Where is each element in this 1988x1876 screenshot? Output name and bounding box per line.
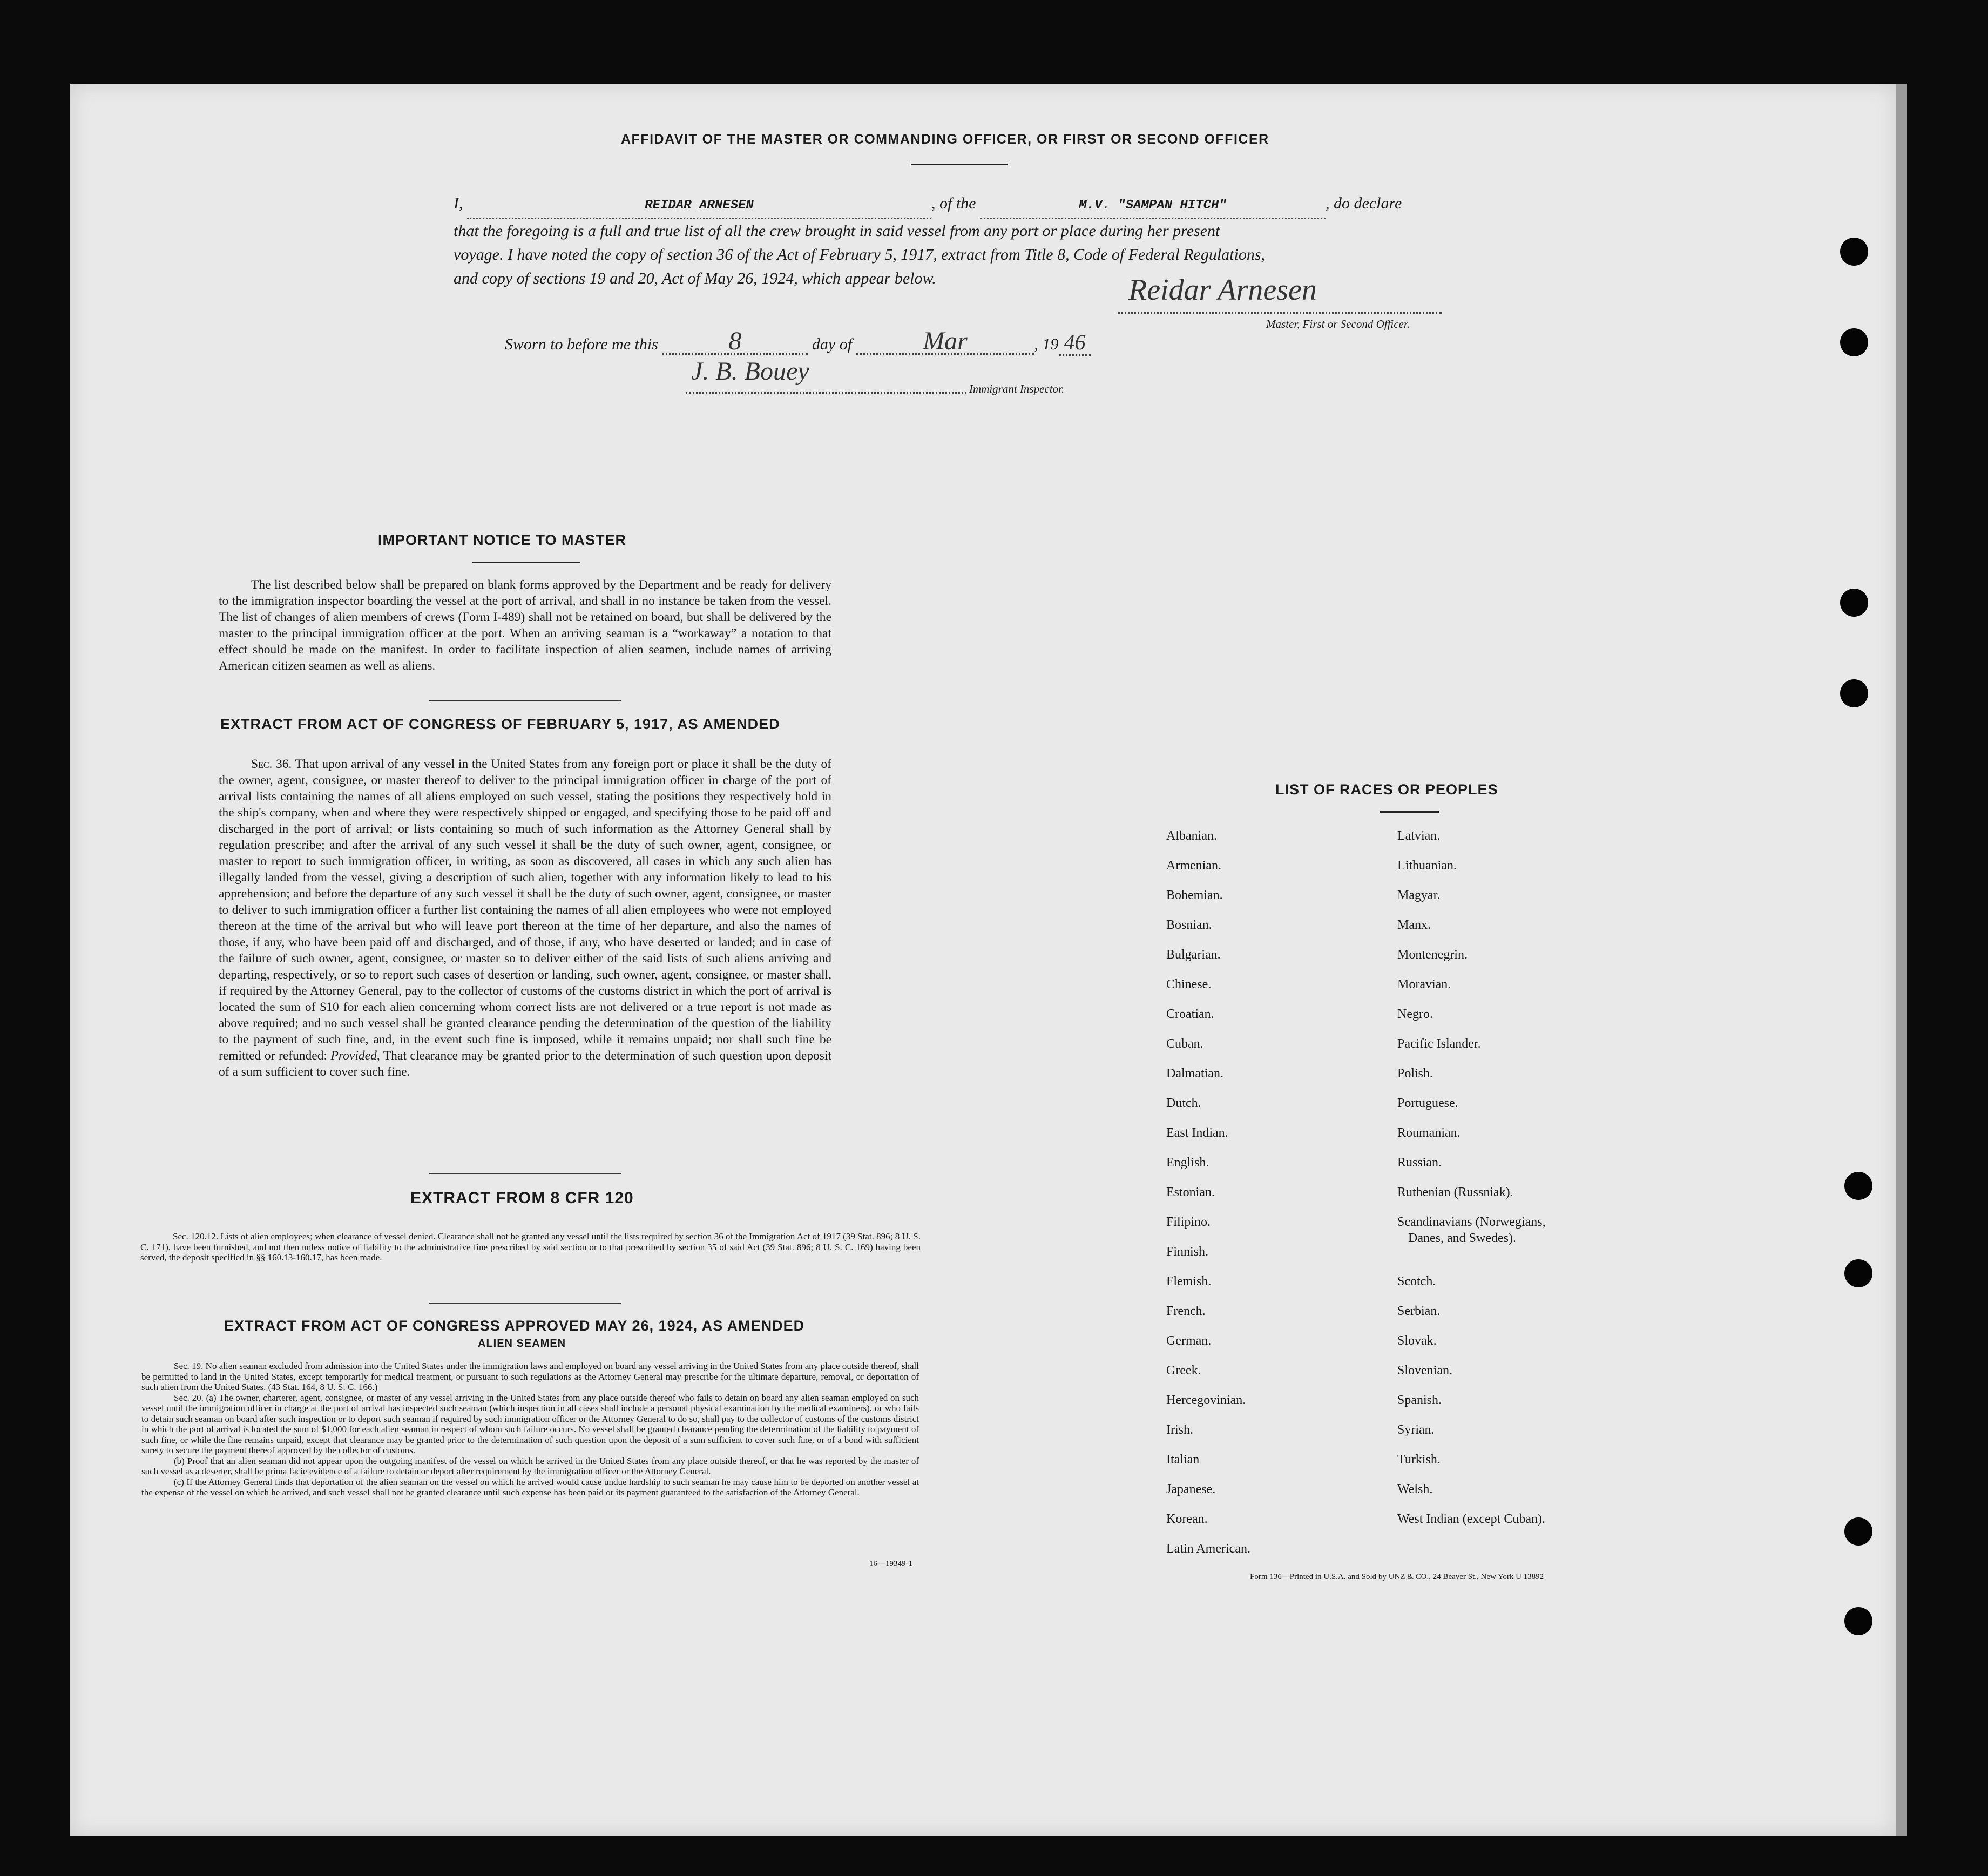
extract-1924-body xyxy=(141,1361,919,1498)
vessel-name-field xyxy=(980,194,1326,219)
punch-hole xyxy=(1840,589,1868,617)
sec36-text: That upon arrival of any vessel in the United States from any foreign port or place it shall be the duty of the owner, agent, consignee, or master thereof to deliver to the principal immigration officer in charge of the port of arrival lists containing the names of all aliens employed on such vessel, stating the positions they respectively hold in the ship's company, when and where they were respectively shipped or engaged, and specifying those to be paid off and discharged in the port of arrival; or lists containing so much of such information as the Attorney General shall by regulation prescribe; and after the arrival of any such vessel it shall be the duty of such owner, agent, consignee, or master to report to such immigration officer, in writing, as soon as discovered, all cases in which any such alien has illegally landed from the vessel, giving a description of such alien, together with any information likely to lead to his apprehension; and before the departure of any such vessel it shall be the duty of such owner, agent, consignee, or master to deliver to such immigration officer a further list containing the names of all alien employees who were not employed thereon at the time of the arrival but who will leave port thereon at the time of her departure, and also the names of those, if any, who have been paid off and discharged, and of those, if any, who have deserted or landed; and in case of the failure of such owner, agent, consignee, or master so to deliver either of the said lists of such aliens arriving and departing, respectively, or so to report such cases of desertion or landing, such owner, agent, consignee, or master shall, if required by the Attorney General, pay to the collector of customs of the customs district in which the port of arrival is located the sum of $10 for each alien concerning whom correct lists are not delivered or a true report is not made as above required; and no such vessel shall be granted clearance pending the determination of the question of the liability to the payment of such fine, and, in the event such fine is imposed, while it remains unpaid; nor shall such fine be remitted or refunded: xyxy=(219,757,831,1063)
race-item: Italian xyxy=(1166,1453,1200,1467)
race-item: Danes, and Swedes). xyxy=(1408,1231,1516,1245)
race-item: Scandinavians (Norwegians, xyxy=(1397,1215,1546,1229)
race-item: Irish. xyxy=(1166,1423,1193,1437)
race-item: Chinese. xyxy=(1166,977,1212,991)
extract-1917-heading: EXTRACT FROM ACT OF CONGRESS OF FEBRUARY 5, 1917, AS AMENDED xyxy=(220,716,780,732)
of-the-label: , of the xyxy=(931,194,976,212)
i-label: I, xyxy=(454,194,463,212)
inspector-signature-line xyxy=(686,392,966,394)
race-item: Moravian. xyxy=(1397,977,1451,991)
race-item: Armenian. xyxy=(1166,859,1221,873)
statement-line-4: and copy of sections 19 and 20, Act of May 26, 1924, which appear below. xyxy=(454,269,936,287)
title-underline xyxy=(911,164,1008,165)
race-item: Montenegrin. xyxy=(1397,948,1468,962)
notice-heading: IMPORTANT NOTICE TO MASTER xyxy=(378,532,626,548)
notice-body xyxy=(219,577,831,674)
month-value: Mar xyxy=(923,327,968,355)
master-signature: Reidar Arnesen xyxy=(1128,273,1317,307)
page-edge xyxy=(1896,84,1907,1836)
race-item: Cuban. xyxy=(1166,1037,1203,1051)
vessel-name: M.V. "SAMPAN HITCH" xyxy=(1079,198,1227,213)
master-caption: Master, First or Second Officer. xyxy=(1266,318,1410,330)
race-item: Turkish. xyxy=(1397,1453,1441,1467)
race-item: Polish. xyxy=(1397,1067,1433,1081)
race-item: Scotch. xyxy=(1397,1274,1436,1288)
proviso-label: Provided, xyxy=(330,1049,380,1063)
divider xyxy=(429,1303,621,1304)
race-item: East Indian. xyxy=(1166,1126,1228,1140)
race-item: Finnish. xyxy=(1166,1245,1209,1259)
race-item: Filipino. xyxy=(1166,1215,1211,1229)
cfr-body xyxy=(140,1231,921,1263)
race-item: Lithuanian. xyxy=(1397,859,1457,873)
race-item: Dutch. xyxy=(1166,1096,1201,1110)
master-name: REIDAR ARNESEN xyxy=(645,198,754,213)
statement-line-3: voyage. I have noted the copy of section 36 of the Act of February 5, 1917, extract from Title 8, Code of Federal Regulations, xyxy=(454,246,1266,264)
sec36-label: Sec. 36. xyxy=(251,757,292,771)
race-item: West Indian (except Cuban). xyxy=(1397,1512,1545,1526)
race-item: Slovenian. xyxy=(1397,1364,1452,1378)
punch-hole xyxy=(1844,1172,1872,1200)
sec19-text: Sec. 19. No alien seaman excluded from admission into the United States under the immigration laws and employed on board any vessel arriving in the United States from any place outside thereof, shall be permitted to land in the United States, except temporarily for medical treatment, or pursuant to such regulations as the Attorney General may prescribe for the ultimate departure, removal, or deportation of such alien from the United States. (43 Stat. 164, 8 U. S. C. 166.) xyxy=(141,1361,919,1392)
punch-hole xyxy=(1844,1607,1872,1635)
race-item: French. xyxy=(1166,1304,1206,1318)
sec20c-text: (c) If the Attorney General finds that deportation of the alien seaman on the vessel on which he arrived would cause undue hardship to such seaman he may cause him to be deported on another vessel at the expense of the vessel on which he arrived, and such vessel shall not be granted clearance until such expense has been paid or its payment guaranteed to the satisfaction of the Attorney General. xyxy=(141,1476,919,1497)
notice-underline xyxy=(472,562,580,563)
divider xyxy=(429,700,621,701)
day-field xyxy=(662,329,808,355)
race-item: Russian. xyxy=(1397,1156,1442,1170)
race-item: Negro. xyxy=(1397,1007,1433,1021)
cfr-heading: EXTRACT FROM 8 CFR 120 xyxy=(410,1189,634,1207)
race-item: Latvian. xyxy=(1397,829,1441,843)
sworn-label: Sworn to before me this xyxy=(505,335,658,353)
punch-hole xyxy=(1840,679,1868,707)
races-left-column xyxy=(1166,829,1393,1571)
divider xyxy=(429,1173,621,1174)
inspector-caption: Immigrant Inspector. xyxy=(969,382,1065,395)
sec20b-text: (b) Proof that an alien seaman did not appear upon the outgoing manifest of the vessel on which he arrived in the United States from any place outside thereof, or that he was reported by the master of such vessel as a deserter, shall be prima facie evidence of a failure to detain or deport after requirement by the immigration officer or the Attorney General. xyxy=(141,1455,919,1476)
race-item: Welsh. xyxy=(1397,1482,1433,1496)
print-code: 16—19349-1 xyxy=(869,1560,912,1568)
race-item: Bosnian. xyxy=(1166,918,1212,932)
race-item: Syrian. xyxy=(1397,1423,1435,1437)
year-prefix: , 19 xyxy=(1034,335,1059,353)
races-heading: LIST OF RACES OR PEOPLES xyxy=(1275,781,1498,798)
race-item: Roumanian. xyxy=(1397,1126,1460,1140)
punch-hole xyxy=(1840,328,1868,356)
races-right-column xyxy=(1397,829,1667,1542)
races-underline xyxy=(1380,811,1439,813)
extract-1924-heading: EXTRACT FROM ACT OF CONGRESS APPROVED MAY 26, 1924, AS AMENDED xyxy=(224,1318,805,1334)
race-item: Korean. xyxy=(1166,1512,1208,1526)
race-item: Albanian. xyxy=(1166,829,1217,843)
race-item: Greek. xyxy=(1166,1364,1201,1378)
sec20a-text: Sec. 20. (a) The owner, charterer, agent, consignee, or master of any vessel arriving in the United States from any place outside thereof who fails to detain on board any alien seaman employed on such vessel until the immigration officer in charge at the port of arrival has inspected such seaman (which inspection in all cases shall include a personal physical examination by the medical examiners), or who fails to detain such seaman on board after such inspection or to deport such seaman if required by such immigration officer or the Attorney General to do so, shall pay to the collector of customs of the customs district in which the port of arrival is located the sum of $1,000 for each alien seaman in respect of whom such failure occurs. No vessel shall be granted clearance pending the determination of the liability to payment of such fine, or while the fine remains unpaid, except that clearance may be granted prior to the determination of such question upon the deposit of a sum sufficient to cover such fine, or of a bond with sufficient surety to secure the payment thereof approved by the collector of customs. xyxy=(141,1392,919,1455)
race-item: Estonian. xyxy=(1166,1185,1215,1199)
race-item: Hercegovinian. xyxy=(1166,1393,1246,1407)
race-item: Japanese. xyxy=(1166,1482,1216,1496)
race-item: Flemish. xyxy=(1166,1274,1212,1288)
day-value: 8 xyxy=(728,327,742,355)
sworn-line xyxy=(505,329,1091,356)
race-item: Manx. xyxy=(1397,918,1431,932)
race-item: Latin American. xyxy=(1166,1542,1250,1556)
year-value: 46 xyxy=(1064,330,1086,354)
punch-hole xyxy=(1840,238,1868,266)
race-item: English. xyxy=(1166,1156,1209,1170)
extract-1917-body xyxy=(219,756,831,1080)
affidavit-title: AFFIDAVIT OF THE MASTER OR COMMANDING OFFICER, OR FIRST OR SECOND OFFICER xyxy=(621,132,1269,147)
cfr-text: Sec. 120.12. Lists of alien employees; when clearance of vessel denied. Clearance shall not be granted any vessel until the lists required by section 36 of the Immigration Act of 1917 (39 Stat. 896; 8 U. S. C. 171), have been furnished, and not then unless notice of liability to the administrative fine prescribed by said section or to that prescribed by section 35 of said Act (39 Stat. 896; 8 U. S. C. 169) having been served, the deposit specified in §§ 160.13-160.17, has been made. xyxy=(140,1231,921,1263)
race-item: German. xyxy=(1166,1334,1212,1348)
month-field xyxy=(856,329,1034,355)
inspector-signature: J. B. Bouey xyxy=(691,357,809,386)
punch-hole xyxy=(1844,1259,1872,1287)
form-footer: Form 136—Printed in U.S.A. and Sold by UNZ & CO., 24 Beaver St., New York U 13892 xyxy=(1250,1573,1544,1581)
race-item: Bohemian. xyxy=(1166,888,1223,902)
year-field xyxy=(1059,330,1091,356)
race-item: Pacific Islander. xyxy=(1397,1037,1481,1051)
race-item: Bulgarian. xyxy=(1166,948,1221,962)
master-name-field xyxy=(467,194,931,219)
race-item: Ruthenian (Russniak). xyxy=(1397,1185,1513,1199)
do-declare-label: , do declare xyxy=(1326,194,1402,212)
race-item: Portuguese. xyxy=(1397,1096,1458,1110)
race-item: Croatian. xyxy=(1166,1007,1214,1021)
race-item: Dalmatian. xyxy=(1166,1067,1223,1081)
alien-seamen-subheading: ALIEN SEAMEN xyxy=(478,1338,566,1349)
day-of-label: day of xyxy=(812,335,853,353)
race-item: Magyar. xyxy=(1397,888,1441,902)
notice-text: The list described below shall be prepared on blank forms approved by the Department and be ready for delivery to the immigration inspector boarding the vessel at the port of arrival, and shall in no instance be taken from the vessel. The list of changes of alien members of crews (Form I-489) shall not be retained on board, but shall be delivered by the master to the principal immigration officer at the port. When an arriving seaman is a “workaway” a notation to that effect should be made on the manifest. In order to facilitate inspection of alien seamen, include names of arriving American citizen seamen as well as aliens. xyxy=(219,578,831,673)
master-signature-line xyxy=(1118,312,1442,314)
punch-hole xyxy=(1844,1517,1872,1546)
race-item: Spanish. xyxy=(1397,1393,1442,1407)
statement-line-2: that the foregoing is a full and true list of all the crew brought in said vessel from any port or place during her present xyxy=(454,222,1220,240)
race-item: Serbian. xyxy=(1397,1304,1441,1318)
proviso-text: That clearance may be granted prior to the determination of such question upon deposit of a sum sufficient to cover such fine. xyxy=(219,1049,832,1079)
race-item: Slovak. xyxy=(1397,1334,1437,1348)
